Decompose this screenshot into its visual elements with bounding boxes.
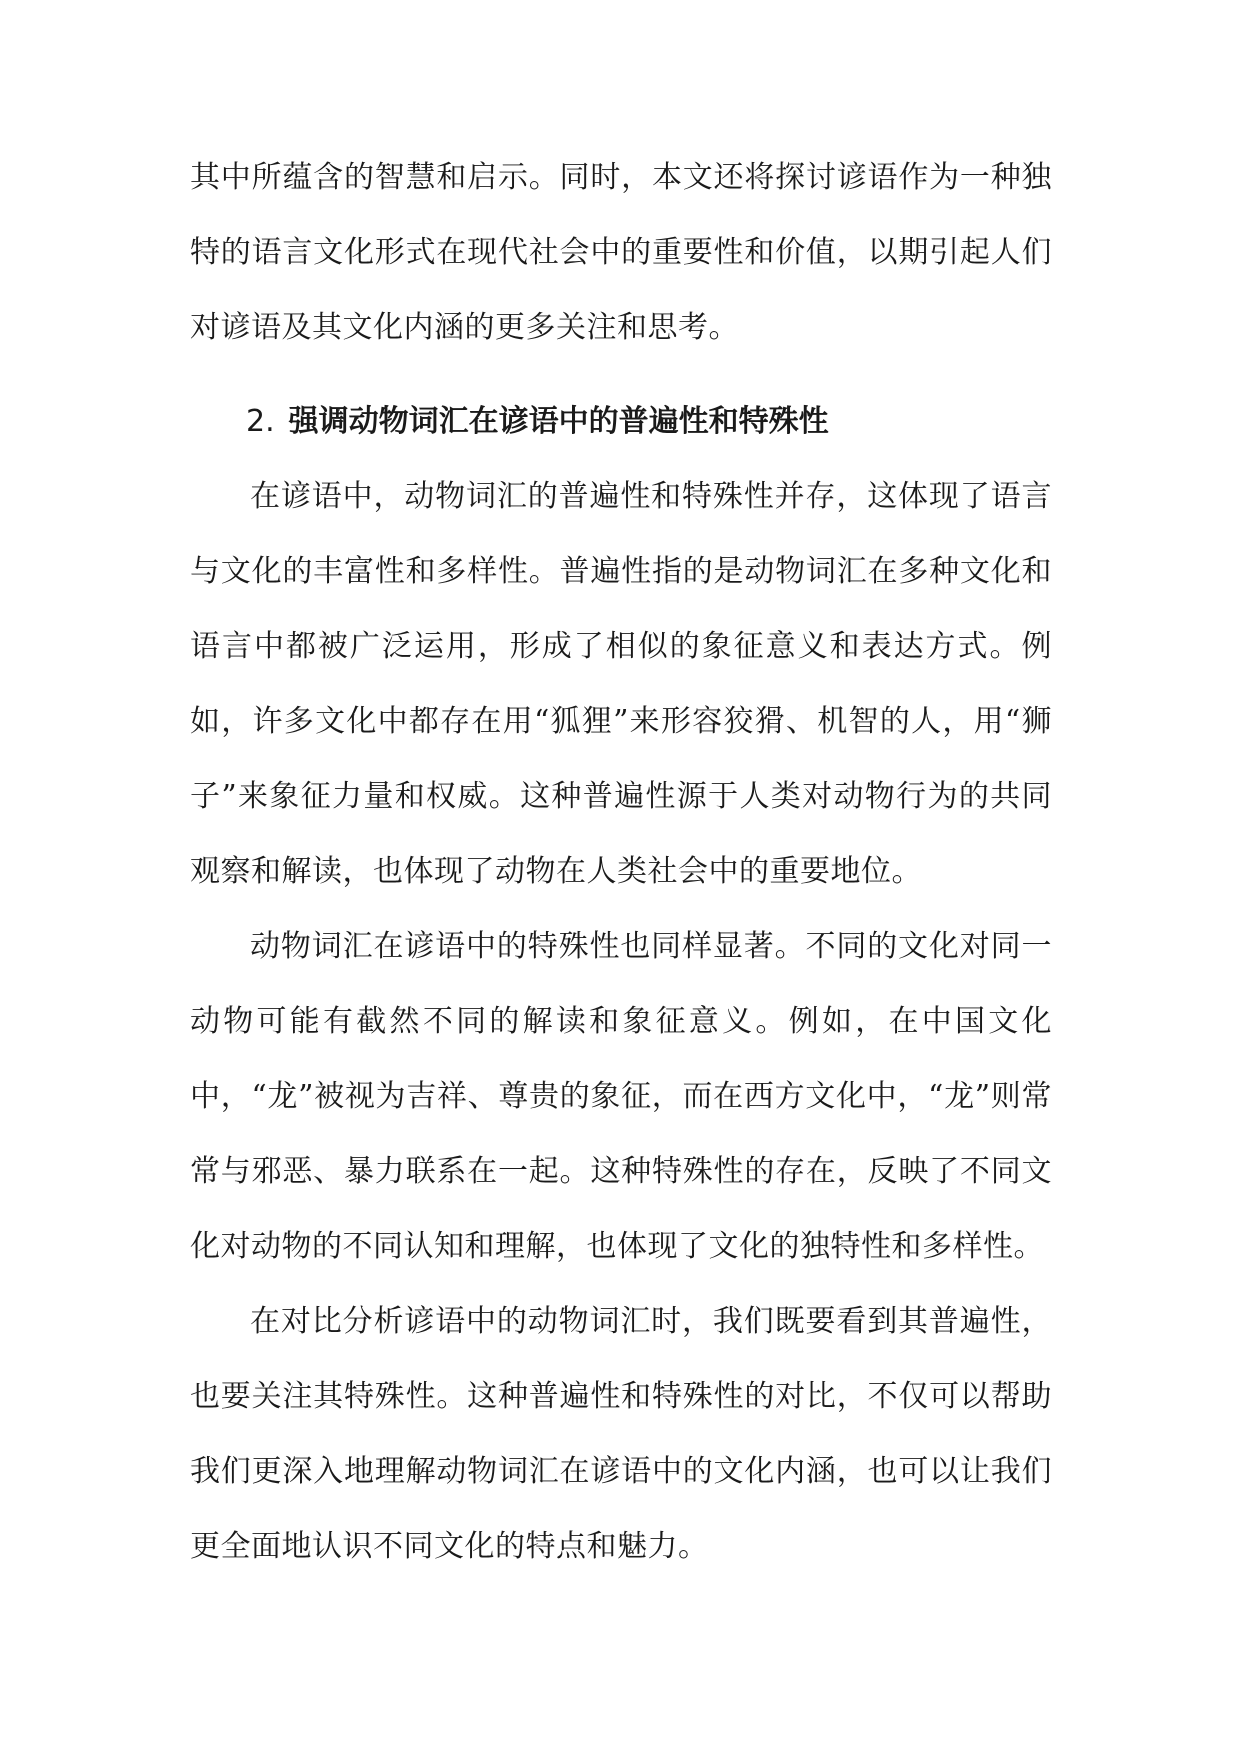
section-number: 2. bbox=[246, 404, 275, 439]
body-paragraph-universality: 在谚语中，动物词汇的普遍性和特殊性并存，这体现了语言与文化的丰富性和多样性。普遍性指的是动物词汇在多种文化和语言中都被广泛运用，形成了相似的象征意义和表达方式。例如，许多文化中都存在用“狐狸”来形容狡猾、机智的人，用“狮子”来象征力量和权威。这种普遍性源于人类对动物行为的共同观察和解读，也体现了动物在人类社会中的重要地位。 bbox=[190, 479, 1052, 889]
document-body bbox=[190, 140, 1052, 1584]
intro-paragraph: 其中所蕴含的智慧和启示。同时，本文还将探讨谚语作为一种独特的语言文化形式在现代社会中的重要性和价值，以期引起人们对谚语及其文化内涵的更多关注和思考。 bbox=[190, 160, 1052, 345]
body-paragraph-comparison: 在对比分析谚语中的动物词汇时，我们既要看到其普遍性，也要关注其特殊性。这种普遍性和特殊性的对比，不仅可以帮助我们更深入地理解动物词汇在谚语中的文化内涵，也可以让我们更全面地认识不同文化的特点和魅力。 bbox=[190, 1304, 1052, 1564]
section-title: 强调动物词汇在谚语中的普遍性和特殊性 bbox=[288, 404, 829, 439]
body-paragraph-particularity: 动物词汇在谚语中的特殊性也同样显著。不同的文化对同一动物可能有截然不同的解读和象征意义。例如，在中国文化中，“龙”被视为吉祥、尊贵的象征，而在西方文化中，“龙”则常常与邪恶、暴力联系在一起。这种特殊性的存在，反映了不同文化对动物的不同认知和理解，也体现了文化的独特性和多样性。 bbox=[190, 929, 1052, 1264]
section-heading bbox=[190, 384, 1052, 459]
